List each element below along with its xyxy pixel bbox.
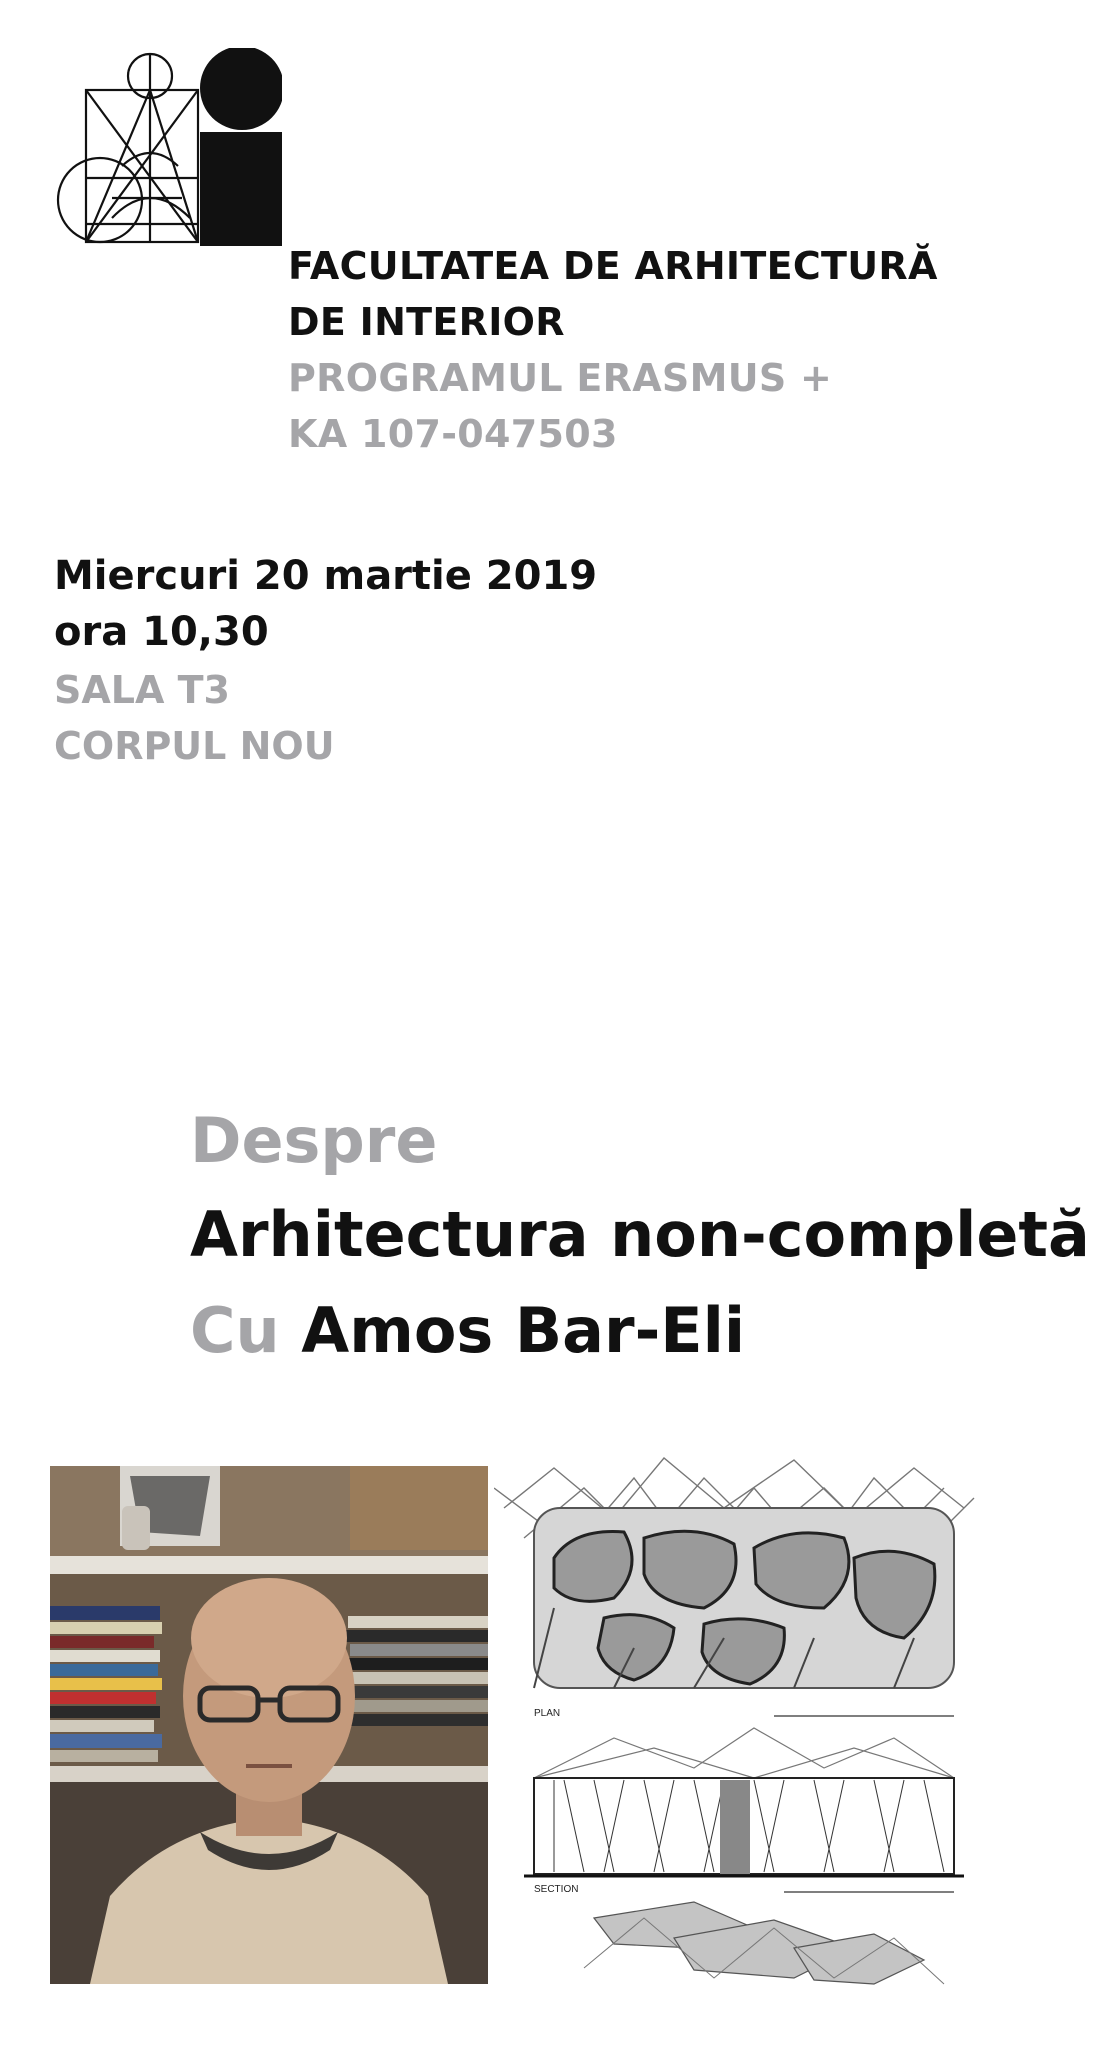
plan-label: PLAN	[534, 1708, 561, 1719]
program-code: KA 107-047503	[288, 412, 618, 456]
event-date: Miercuri 20 martie 2019	[54, 553, 598, 599]
speaker-photo	[50, 1466, 488, 1984]
section-label: SECTION	[534, 1884, 579, 1895]
about-label: Despre	[190, 1104, 438, 1177]
speaker-name: Amos Bar-Eli	[301, 1294, 746, 1367]
speaker-line	[190, 1286, 745, 1376]
faculty-name-line-1: FACULTATEA DE ARHITECTURĂ	[288, 244, 938, 288]
architecture-drawing	[494, 1448, 994, 1988]
with-label: Cu	[190, 1294, 280, 1367]
event-building: CORPUL NOU	[54, 724, 335, 768]
event-room: SALA T3	[54, 668, 230, 712]
event-time: ora 10,30	[54, 609, 269, 655]
faculty-name-line-2: DE INTERIOR	[288, 300, 565, 344]
lecture-topic: Arhitectura non-completă	[190, 1198, 1090, 1271]
faculty-logo	[52, 48, 282, 248]
program-name: PROGRAMUL ERASMUS +	[288, 356, 833, 400]
